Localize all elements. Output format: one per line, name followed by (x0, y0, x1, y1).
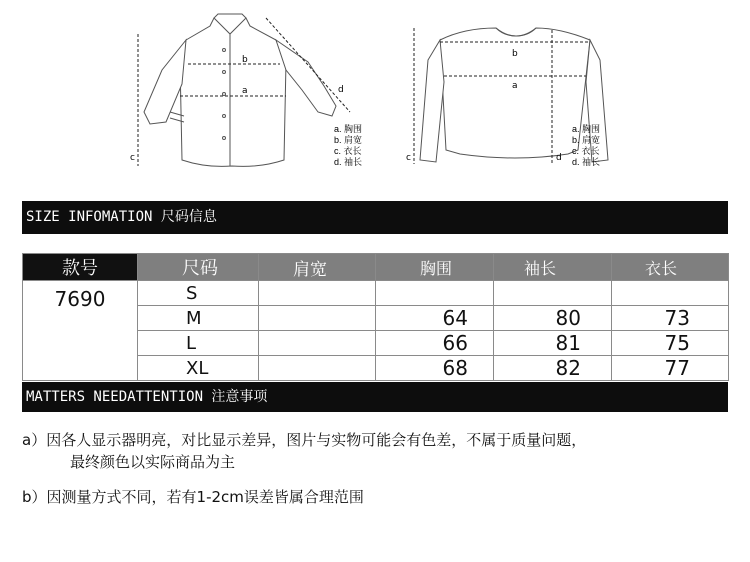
legend-length: c. 衣长 (572, 146, 600, 156)
sleeve-cell (494, 281, 612, 306)
size-table-header (23, 254, 729, 281)
header-shoulder: 肩宽 (259, 254, 376, 281)
shoulder-cell (259, 356, 376, 381)
sleeve-cell: 81 (494, 331, 612, 356)
legend-sleeve: d. 袖长 (572, 157, 601, 167)
size-information-banner: SIZE INFOMATION 尺码信息 (22, 201, 728, 234)
legend-shoulder: b. 肩宽 (334, 135, 363, 145)
size-table (22, 253, 729, 381)
shirt-label-b: b (242, 55, 248, 65)
header-size: 尺码 (138, 254, 259, 281)
size-cell: S (138, 281, 259, 306)
header-length: 衣长 (612, 254, 729, 281)
shirt-left-sleeve (144, 40, 186, 124)
chest-cell: 68 (376, 356, 494, 381)
chest-cell: 66 (376, 331, 494, 356)
header-sleeve: 袖长 (494, 254, 612, 281)
chest-cell: 64 (376, 306, 494, 331)
sweater-label-d: d (556, 153, 562, 163)
legend-sleeve: d. 袖长 (334, 157, 363, 167)
note-b: b）因测量方式不同，若有1-2cm误差皆属合理范围 (22, 488, 364, 506)
shoulder-cell (259, 331, 376, 356)
table-row (23, 281, 729, 306)
legend-chest: a. 胸围 (572, 124, 601, 134)
matters-attention-banner: MATTERS NEEDATTENTION 注意事项 (22, 382, 728, 412)
note-a (22, 429, 742, 473)
legend-length: c. 衣长 (334, 146, 362, 156)
sleeve-cell: 80 (494, 306, 612, 331)
header-chest: 胸围 (376, 254, 494, 281)
sweater-measurement-diagram (400, 0, 620, 190)
sweater-body (440, 28, 590, 158)
header-style-no: 款号 (23, 254, 138, 281)
shirt-label-d: d (338, 85, 344, 95)
shoulder-cell (259, 306, 376, 331)
note-a-line1: a）因各人显示器明亮，对比显示差异，图片与实物可能会有色差，不属于质量问题， (22, 431, 587, 449)
length-cell: 75 (612, 331, 729, 356)
length-cell (612, 281, 729, 306)
shirt-legend (334, 124, 362, 167)
shirt-label-a: a (242, 86, 248, 96)
sweater-left-sleeve (420, 40, 444, 162)
sleeve-cell: 82 (494, 356, 612, 381)
chest-cell (376, 281, 494, 306)
length-cell: 77 (612, 356, 729, 381)
size-cell: XL (138, 356, 259, 381)
legend-shoulder: b. 肩宽 (572, 135, 601, 145)
shirt-label-c: c (130, 153, 135, 163)
sweater-legend (572, 124, 600, 167)
sweater-label-c: c (406, 153, 411, 163)
shoulder-cell (259, 281, 376, 306)
shirt-measurement-diagram (110, 0, 370, 190)
style-number: 7690 (23, 281, 138, 381)
legend-chest: a. 胸围 (334, 124, 363, 134)
shirt-body (180, 18, 286, 166)
note-a-line2: 最终颜色以实际商品为主 (70, 453, 236, 471)
size-cell: L (138, 331, 259, 356)
sweater-label-a: a (512, 81, 518, 91)
size-cell: M (138, 306, 259, 331)
length-cell: 73 (612, 306, 729, 331)
sweater-label-b: b (512, 49, 518, 59)
